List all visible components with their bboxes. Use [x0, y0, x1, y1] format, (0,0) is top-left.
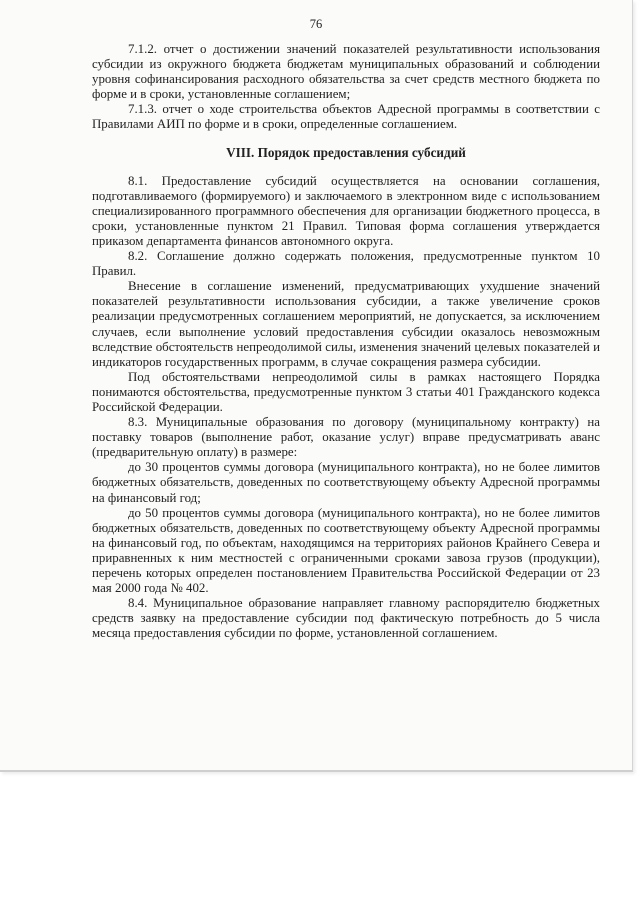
document-body: [92, 42, 600, 641]
paragraph-advance-50: до 50 процентов суммы договора (муниципального контракта), но не более лимитов бюджетных обязательств, доведенных по соответствующему объекту Адресной программы на финансовый год, по объектам, находящимся на территориях районов Крайнего Севера и приравненных к ним местностей с ограниченными сроками завоза грузов (продукции), перечень которых определен постановлением Правительства Российской Федерации от 23 мая 2000 года № 402.: [92, 505, 600, 596]
paragraph-8-3: 8.3. Муниципальные образования по договору (муниципальному контракту) на поставку товаров (выполнение работ, оказание услуг) вправе предусматривать аванс (предварительную оплату) в размере:: [92, 415, 600, 460]
paragraph-8-2: 8.2. Соглашение должно содержать положения, предусмотренные пунктом 10 Правил.: [92, 249, 600, 279]
section-title: VIII. Порядок предоставления субсидий: [226, 144, 466, 160]
paragraph-advance-30: до 30 процентов суммы договора (муниципального контракта), но не более лимитов бюджетных обязательств, доведенных по соответствующему объекту Адресной программы на финансовый год;: [92, 460, 600, 505]
paragraph-amendments: Внесение в соглашение изменений, предусматривающих ухудшение значений показателей результативности использования субсидии, а также увеличение сроков реализации предусмотренных соглашением мероприятий, не допускается, за исключением случаев, если выполнение условий предоставления субсидии оказалось невозможным вследствие обстоятельств непреодолимой силы, изменения значений целевых показателей и индикаторов государственных программ, в случае сокращения размера субсидии.: [92, 279, 600, 369]
paragraph-8-1: 8.1. Предоставление субсидий осуществляется на основании соглашения, подготавливаемого (формируемого) и заключаемого в электронном виде с использованием специализированного программного обеспечения для организации бюджетного процесса, в сроки, установленные пунктом 21 Правил. Типовая форма соглашения утверждается приказом департамента финансов автономного округа.: [92, 173, 600, 248]
paragraph-7-1-2: 7.1.2. отчет о достижении значений показателей результативности использования субсидии из окружного бюджета бюджетам муниципальных образований и соблюдении уровня софинансирования расходного обязательства за счет средств местного бюджета по форме и в сроки, установленные соглашением;: [92, 42, 600, 102]
paragraph-force-majeure: Под обстоятельствами непреодолимой силы в рамках настоящего Порядка понимаются обстоятельства, предусмотренные пунктом 3 статьи 401 Гражданского кодекса Российской Федерации.: [92, 369, 600, 414]
paragraph-8-4: 8.4. Муниципальное образование направляет главному распорядителю бюджетных средств заявку на предоставление субсидии под фактическую потребность до 5 числа месяца предоставления субсидии по форме, установленной соглашением.: [92, 596, 600, 641]
page-number: 76: [309, 17, 323, 31]
paragraph-7-1-3: 7.1.3. отчет о ходе строительства объектов Адресной программы в соответствии с Правилами АИП по форме и в сроки, определенные соглашением.: [92, 102, 600, 132]
